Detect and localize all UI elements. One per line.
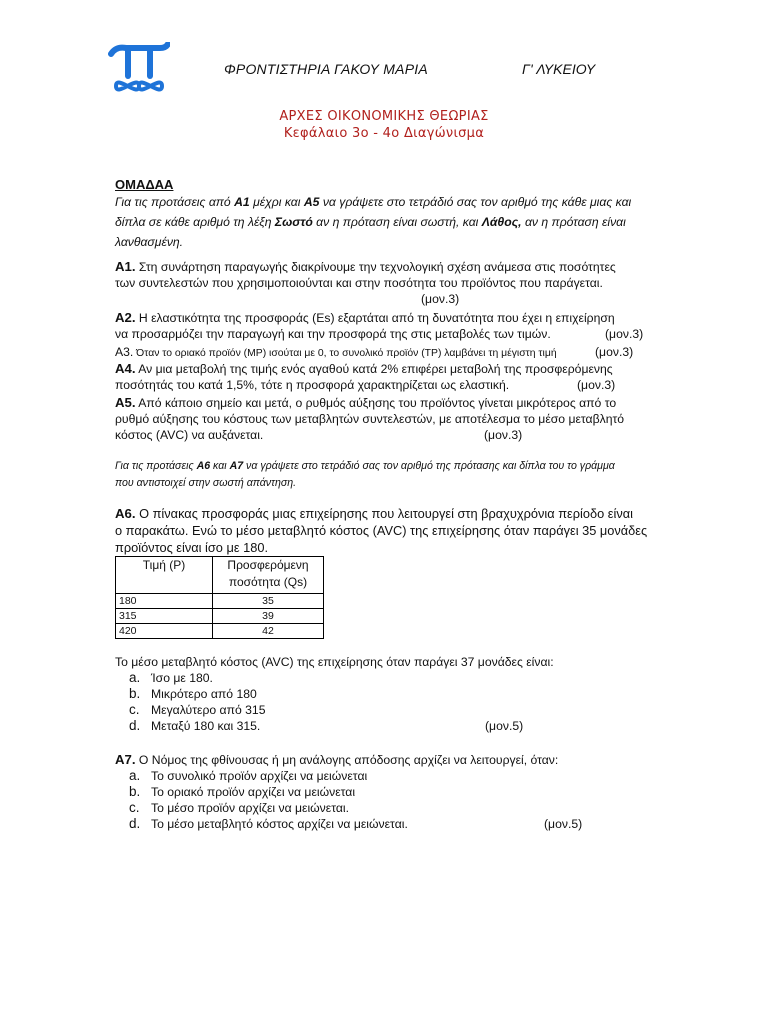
question-a3: Α3. Όταν το οριακό προϊόν (ΜΡ) ισούται με 0, το συνολικό προϊόν (ΤΡ) λαμβάνει τη μέγιστη τιμή (μον.3) — [115, 345, 634, 359]
pi-infinity-logo-icon — [108, 42, 170, 100]
option-d: d. Το μέσο μεταβλητό κόστος αρχίζει να μειώνεται. (μον.5) — [129, 816, 583, 831]
marks: (μον.3) — [484, 428, 523, 442]
marks: (μον.3) — [605, 327, 644, 341]
exam-chapter-title: Κεφάλαιο 3ο - 4ο Διαγώνισμα — [283, 126, 485, 141]
marks: (μον.3) — [577, 378, 616, 392]
exam-subject-title: ΑΡΧΕΣ ΟΙΚΟΝΟΜΙΚΗΣ ΘΕΩΡΙΑΣ — [279, 109, 489, 124]
question-a2: Α2. Η ελαστικότητα της προσφοράς (Es) εξαρτάται από τη δυνατότητα που έχει η επιχείρηση να προσαρμόζει την παραγωγή και την προσφορά της στις μεταβολές των τιμών. (μον.3) — [115, 310, 644, 341]
option-a: a. Ίσο με 180. — [129, 670, 213, 685]
question-a5: Α5. Από κάποιο σημείο και μετά, ο ρυθμός αύξησης του προϊόντος γίνεται μικρότερος από το ρυθμό αύξησης του κόστους των μεταβλητών συντελεστών, με αποτέλεσμα το μέσο μεταβλητό κόστος (AVC) να αυξάνεται. (μον.3) — [115, 395, 625, 442]
option-b: b. Μικρότερο από 180 — [129, 686, 257, 701]
option-c: c. Μεγαλύτερο από 315 — [129, 702, 266, 717]
table-header-quantity: Προσφερόμενη ποσότητα (Qs) — [213, 557, 324, 594]
option-b: b. Το οριακό προϊόν αρχίζει να μειώνεται — [129, 784, 356, 799]
question-a1: Α1. Στη συνάρτηση παραγωγής διακρίνουμε την τεχνολογική σχέση ανάμεσα στις ποσότητες των συντελεστών που χρησιμοποιούνται και στην ποσότητα του προϊόντος που παράγεται. (μον.3) — [115, 259, 616, 306]
option-a: a. Το συνολικό προϊόν αρχίζει να μειώνεται — [129, 768, 368, 783]
options-a6 — [115, 670, 524, 734]
marks: (μον.3) — [421, 292, 460, 306]
table-row: 420 42 — [116, 624, 324, 639]
instructions-true-false: Για τις προτάσεις από Α1 μέχρι και Α5 να γράψετε στο τετράδιό σας τον αριθμό της κάθε μιας και δίπλα σε κάθε αριθμό τη λέξη Σωστό αν η πρόταση είναι σωστή, και Λάθος, αν η πρόταση είναι λανθασμένη. — [115, 195, 632, 249]
question-a6-prompt: Το μέσο μεταβλητό κόστος (AVC) της επιχείρησης όταν παράγει 37 μονάδες είναι: — [115, 655, 554, 669]
question-a4: Α4. Αν μια μεταβολή της τιμής ενός αγαθού κατά 2% επιφέρει μεταβολή της προσφερόμενης ποσότητάς του κατά 1,5%, τότε η προσφορά χαρακτηρίζεται ως ελαστική. (μον.3) — [115, 361, 616, 392]
option-c: c. Το μέσο προϊόν αρχίζει να μειώνεται. — [129, 800, 349, 815]
table-row: 180 35 — [116, 594, 324, 609]
question-a7: Α7. Ο Νόμος της φθίνουσας ή μη ανάλογης απόδοσης αρχίζει να λειτουργεί, όταν: — [115, 752, 559, 767]
table-header-price: Τιμή (Ρ) — [116, 557, 213, 594]
question-a6: Α6. Ο πίνακας προσφοράς μιας επιχείρησης που λειτουργεί στη βραχυχρόνια περίοδο είναι ο παρακάτω. Ενώ το μέσο μεταβλητό κόστος (AVC) της επιχείρησης όταν παράγει 35 μονάδες προϊόντος είναι ίσο με 180. — [115, 506, 648, 555]
supply-table — [115, 556, 324, 639]
group-heading: ΟΜΑΔΑΑ — [115, 177, 174, 192]
school-name: ΦΡΟΝΤΙΣΤΗΡΙΑ ΓΑΚΟΥ ΜΑΡΙΑ — [224, 61, 428, 77]
option-d: d. Μεταξύ 180 και 315. (μον.5) — [129, 718, 524, 733]
marks: (μον.3) — [595, 345, 634, 359]
marks: (μον.5) — [485, 719, 524, 733]
instructions-multiple-choice: Για τις προτάσεις Α6 και Α7 να γράψετε στο τετράδιό σας τον αριθμό της πρότασης και δίπλα του το γράμμα που αντιστοιχεί στην σωστή απάντηση. — [115, 460, 615, 489]
options-a7 — [115, 768, 583, 832]
table-row: 315 39 — [116, 609, 324, 624]
marks: (μον.5) — [544, 817, 583, 831]
grade-label: Γ' ΛΥΚΕΙΟΥ — [522, 61, 596, 77]
